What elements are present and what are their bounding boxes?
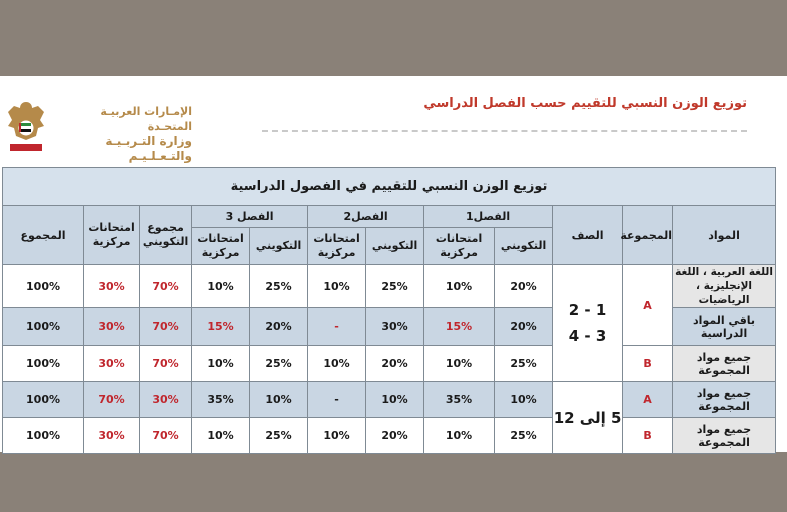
term3-formative: 25% (250, 265, 308, 308)
header-total: المجموع (3, 206, 84, 265)
formative-total: 30% (140, 382, 192, 418)
subject-cell: اللغة العربية ، اللغة الإنجليزية ، الرياضيات (673, 265, 776, 308)
total: 100% (3, 418, 84, 454)
total: 100% (3, 382, 84, 418)
term1-formative: 20% (495, 308, 553, 346)
subheader-term2-exams: امتحانات مركزية (308, 228, 366, 265)
subheader-term1-formative: التكويني (495, 228, 553, 265)
term3-exam: 10% (192, 265, 250, 308)
subject-cell: جميع مواد المجموعة (673, 346, 776, 382)
group-cell: B (623, 346, 673, 382)
term2-exam: 10% (308, 346, 366, 382)
logo-line-ministry: وزارة التـربـيـة والتـعـلـيـم (105, 134, 192, 163)
formative-total: 70% (140, 418, 192, 454)
subject-cell: جميع مواد المجموعة (673, 382, 776, 418)
term3-formative: 10% (250, 382, 308, 418)
central-exams: 30% (84, 346, 140, 382)
header-formative-total: مجموع التكويني (140, 206, 192, 265)
central-exams: 30% (84, 265, 140, 308)
header-central-exams: امتحانات مركزية (84, 206, 140, 265)
subheader-term3-exams: امتحانات مركزية (192, 228, 250, 265)
table-title: توزيع الوزن النسبي للتقييم في الفصول الدراسية (3, 168, 776, 206)
term2-formative: 30% (366, 308, 424, 346)
term2-exam: - (308, 382, 366, 418)
subheader-term3-formative: التكويني (250, 228, 308, 265)
subheader-term2-formative: التكويني (366, 228, 424, 265)
total: 100% (3, 308, 84, 346)
formative-total: 70% (140, 346, 192, 382)
grade-range-2: 3 - 4 (568, 327, 607, 345)
header-term2: الفصل2 (308, 206, 424, 228)
title-divider (262, 130, 747, 132)
total: 100% (3, 265, 84, 308)
page-title: توزيع الوزن النسبي للتقييم حسب الفصل الدراسي (423, 96, 747, 111)
central-exams: 70% (84, 382, 140, 418)
falcon-emblem-icon (4, 98, 48, 154)
slide (0, 76, 787, 452)
table-row (3, 265, 776, 308)
formative-total: 70% (140, 308, 192, 346)
total: 100% (3, 346, 84, 382)
central-exams: 30% (84, 418, 140, 454)
group-cell: A (623, 265, 673, 346)
header-group: المجموعة (623, 206, 673, 265)
term3-formative: 25% (250, 418, 308, 454)
assessment-weight-table (2, 167, 776, 454)
group-cell: B (623, 418, 673, 454)
term3-exam: 10% (192, 418, 250, 454)
subheader-term1-exams: امتحانات مركزية (424, 228, 495, 265)
table-row (3, 418, 776, 454)
central-exams: 30% (84, 308, 140, 346)
grade-cell-upper: 5 إلى 12 (553, 382, 623, 454)
grade-cell (553, 265, 623, 382)
term2-formative: 25% (366, 265, 424, 308)
subject-cell: جميع مواد المجموعة (673, 418, 776, 454)
term2-formative: 20% (366, 418, 424, 454)
ministry-logo (4, 98, 204, 163)
term1-formative: 25% (495, 346, 553, 382)
group-cell: A (623, 382, 673, 418)
term2-exam: 10% (308, 418, 366, 454)
term3-formative: 25% (250, 346, 308, 382)
header-term1: الفصل1 (424, 206, 553, 228)
formative-total: 70% (140, 265, 192, 308)
term1-exam: 15% (424, 308, 495, 346)
term3-exam: 10% (192, 346, 250, 382)
ministry-name (54, 104, 192, 164)
logo-line-country: الإمـارات العربيـة المتحـدة (100, 105, 192, 133)
term1-formative: 20% (495, 265, 553, 308)
term3-formative: 20% (250, 308, 308, 346)
term2-formative: 10% (366, 382, 424, 418)
term3-exam: 15% (192, 308, 250, 346)
term1-exam: 35% (424, 382, 495, 418)
header-term3: الفصل 3 (192, 206, 308, 228)
term1-formative: 25% (495, 418, 553, 454)
subject-cell: باقي المواد الدراسية (673, 308, 776, 346)
term1-exam: 10% (424, 265, 495, 308)
table-row (3, 346, 776, 382)
grade-range-1: 1 - 2 (568, 301, 607, 319)
term2-exam: 10% (308, 265, 366, 308)
term1-formative: 10% (495, 382, 553, 418)
table-row (3, 382, 776, 418)
header-subjects: المواد (673, 206, 776, 265)
term1-exam: 10% (424, 346, 495, 382)
term2-formative: 20% (366, 346, 424, 382)
term3-exam: 35% (192, 382, 250, 418)
header-grade: الصف (553, 206, 623, 265)
term1-exam: 10% (424, 418, 495, 454)
term2-exam: - (308, 308, 366, 346)
